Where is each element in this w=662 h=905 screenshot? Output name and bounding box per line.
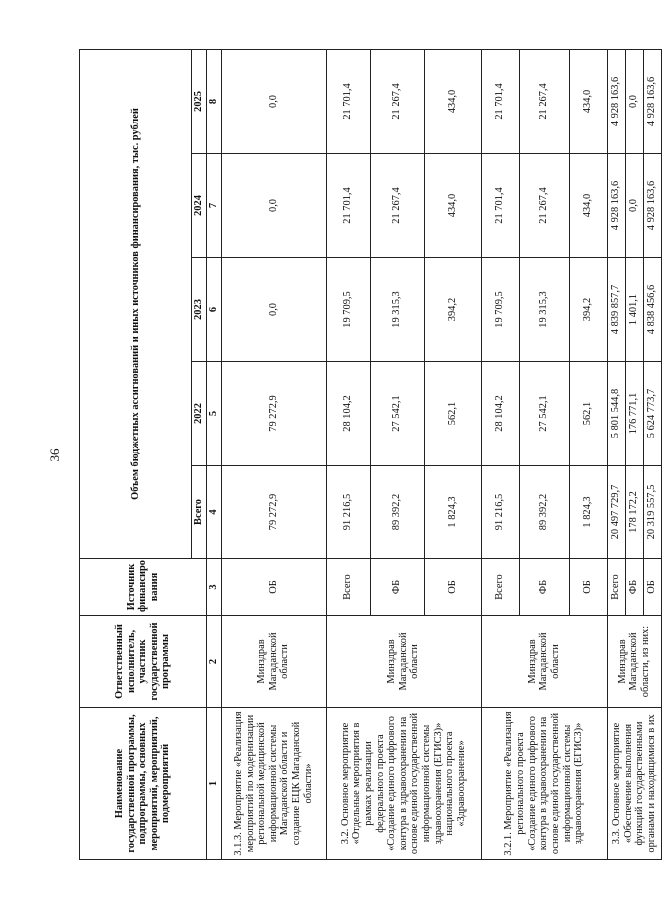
executor: Минздрав Магаданской области — [326, 616, 481, 708]
funding-table — [79, 49, 662, 860]
value-2024: 434,0 — [424, 154, 481, 258]
value-2025: 21 267,4 — [370, 49, 424, 153]
col-number: 5 — [207, 362, 222, 466]
value-2025: 4 928 163,6 — [643, 49, 661, 153]
executor: Минздрав Магаданской области — [221, 616, 326, 708]
value-2022: 562,1 — [424, 362, 481, 466]
col-number: 4 — [207, 466, 222, 559]
value-2022: 79 272,9 — [221, 362, 326, 466]
funding-source: ФБ — [625, 559, 643, 616]
funding-source: ФБ — [370, 559, 424, 616]
value-total: 20 319 557,5 — [643, 466, 661, 559]
value-2024: 21 701,4 — [481, 154, 519, 258]
header-year-2025: 2025 — [192, 49, 207, 153]
value-total: 178 172,2 — [625, 466, 643, 559]
col-number: 1 — [207, 708, 222, 860]
value-2023: 394,2 — [424, 258, 481, 362]
header-name: Наименование государственной программы, подпрограммы, основных мероприятий, мероприятий, подмероприятий — [80, 708, 207, 860]
col-number: 7 — [207, 154, 222, 258]
header-source: Источник финансиро вания — [80, 559, 207, 616]
executor: Минздрав Магаданской области — [481, 616, 607, 708]
value-2023: 19 709,5 — [481, 258, 519, 362]
page-number: 36 — [47, 448, 62, 462]
value-total: 79 272,9 — [221, 466, 326, 559]
funding-source: Всего — [481, 559, 519, 616]
value-2023: 0,0 — [221, 258, 326, 362]
value-2025: 434,0 — [424, 49, 481, 153]
header-year-total: Всего — [192, 466, 207, 559]
value-2024: 0,0 — [625, 154, 643, 258]
value-2024: 0,0 — [221, 154, 326, 258]
funding-source: Всего — [607, 559, 625, 616]
header-executor: Ответственный исполнитель, участник государственной программы — [80, 616, 207, 708]
program-name: 3.1.3. Мероприятие «Реализация мероприятий по модернизации региональной медицинской информационной системы Магаданской области и создание ЕЦК Магаданской области» — [221, 708, 326, 860]
value-2023: 394,2 — [569, 258, 607, 362]
value-2023: 4 838 456,6 — [643, 258, 661, 362]
value-2025: 0,0 — [221, 49, 326, 153]
value-2023: 1 401,1 — [625, 258, 643, 362]
funding-source: Всего — [326, 559, 370, 616]
value-2024: 4 928 163,6 — [607, 154, 625, 258]
col-number: 6 — [207, 258, 222, 362]
value-total: 1 824,3 — [569, 466, 607, 559]
value-2023: 19 709,5 — [326, 258, 370, 362]
program-name: 3.2.1. Мероприятие «Реализация регионального проекта «Создание единого цифрового контура в здравоохранении на основе единой государственной информационной системы здравоохранения (ЕГИСЗ)» — [481, 708, 607, 860]
value-2022: 5 801 544,8 — [607, 362, 625, 466]
table-row — [221, 49, 326, 859]
table-row — [607, 49, 625, 859]
program-name: 3.3. Основное мероприятие «Обеспечение выполнения функций государственными органами и находящимися в их — [607, 708, 661, 860]
value-total: 89 392,2 — [519, 466, 569, 559]
col-number: 3 — [207, 559, 222, 616]
table-row — [481, 49, 519, 859]
col-number: 8 — [207, 49, 222, 153]
value-total: 91 216,5 — [326, 466, 370, 559]
value-2023: 19 315,3 — [370, 258, 424, 362]
funding-source: ОБ — [643, 559, 661, 616]
value-2022: 562,1 — [569, 362, 607, 466]
value-2024: 21 267,4 — [370, 154, 424, 258]
value-2023: 4 839 857,7 — [607, 258, 625, 362]
funding-source: ОБ — [424, 559, 481, 616]
value-2022: 176 771,1 — [625, 362, 643, 466]
header-funding: Объем бюджетных ассигнований и иных источников финансирования, тыс. рублей — [80, 49, 192, 558]
value-2025: 21 701,4 — [481, 49, 519, 153]
value-2022: 28 104,2 — [481, 362, 519, 466]
value-2025: 4 928 163,6 — [607, 49, 625, 153]
value-total: 1 824,3 — [424, 466, 481, 559]
table-row — [326, 49, 370, 859]
header-year-2024: 2024 — [192, 154, 207, 258]
col-number: 2 — [207, 616, 222, 708]
value-2024: 4 928 163,6 — [643, 154, 661, 258]
header-year-2023: 2023 — [192, 258, 207, 362]
value-total: 89 392,2 — [370, 466, 424, 559]
value-2024: 434,0 — [569, 154, 607, 258]
value-2025: 0,0 — [625, 49, 643, 153]
value-2022: 27 542,1 — [370, 362, 424, 466]
rotated-page — [79, 50, 658, 860]
value-2025: 21 701,4 — [326, 49, 370, 153]
value-2025: 21 267,4 — [519, 49, 569, 153]
value-2024: 21 701,4 — [326, 154, 370, 258]
header-year-2022: 2022 — [192, 362, 207, 466]
value-2025: 434,0 — [569, 49, 607, 153]
value-2023: 19 315,3 — [519, 258, 569, 362]
funding-source: ОБ — [221, 559, 326, 616]
value-2022: 28 104,2 — [326, 362, 370, 466]
value-2022: 5 624 773,7 — [643, 362, 661, 466]
value-2024: 21 267,4 — [519, 154, 569, 258]
program-name: 3.2. Основное мероприятие «Отдельные мероприятия в рамках реализации федерального проекта «Создание единого цифрового контура в здравоохранении на основе единой государственной информационной системы здравоохранения (ЕГИСЗ)» национального проекта «Здравоохранение» — [326, 708, 481, 860]
funding-source: ФБ — [519, 559, 569, 616]
funding-source: ОБ — [569, 559, 607, 616]
value-2022: 27 542,1 — [519, 362, 569, 466]
value-total: 91 216,5 — [481, 466, 519, 559]
executor: Минздрав Магаданской области, из них: — [607, 616, 661, 708]
value-total: 20 497 729,7 — [607, 466, 625, 559]
